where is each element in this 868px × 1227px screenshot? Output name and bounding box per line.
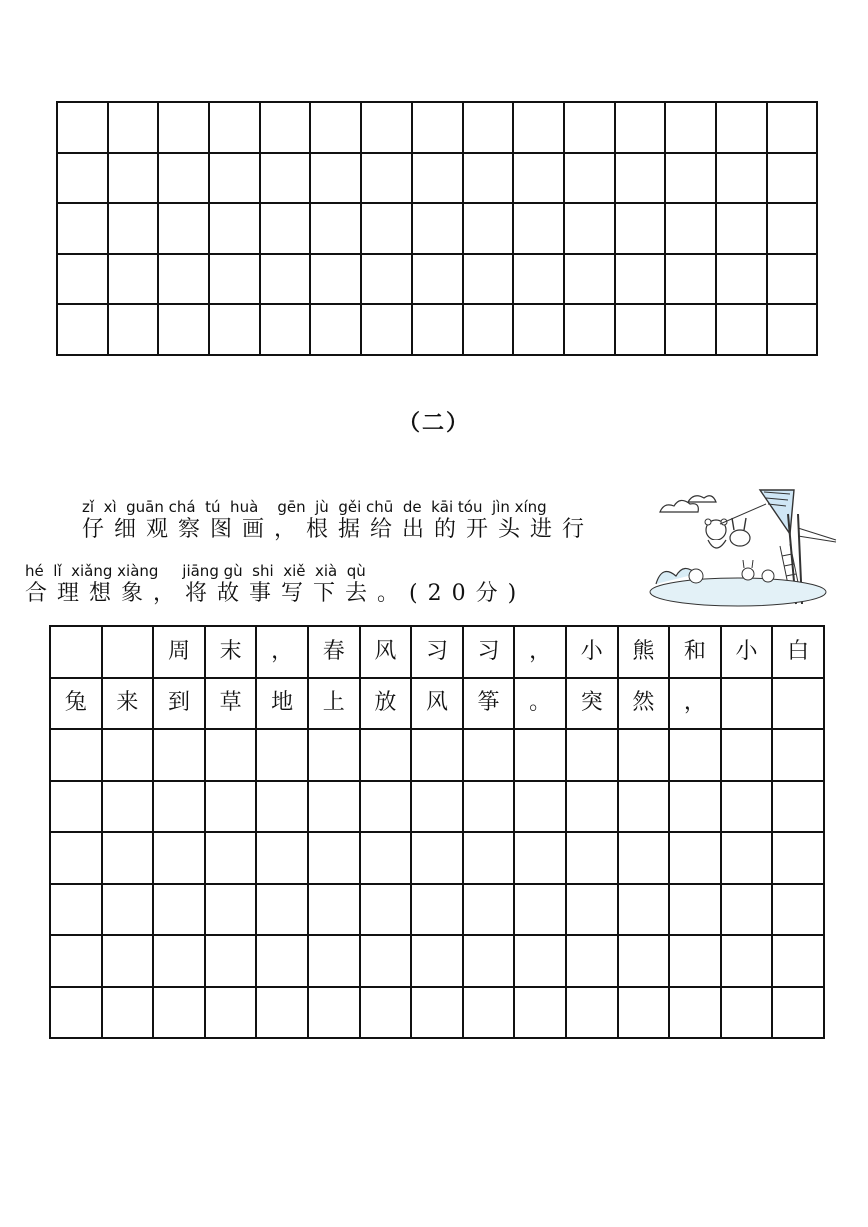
story-grid-cell[interactable] [463,781,515,833]
grid-cell[interactable] [615,102,666,153]
story-grid-cell[interactable] [205,884,257,936]
grid-cell[interactable] [361,203,412,254]
grid-cell[interactable] [158,153,209,204]
grid-row [57,203,817,254]
story-grid-cell[interactable] [360,935,412,987]
grid-cell[interactable] [412,102,463,153]
grid-cell[interactable] [209,153,260,204]
story-grid-cell[interactable] [772,729,824,781]
story-grid-cell[interactable]: 到 [153,678,205,730]
story-grid-cell[interactable] [721,678,773,730]
grid-cell[interactable] [463,304,514,355]
story-grid-cell[interactable]: 白 [772,626,824,678]
story-grid-cell[interactable] [514,781,566,833]
grid-cell[interactable] [57,102,108,153]
grid-cell[interactable] [767,304,818,355]
grid-cell[interactable] [513,102,564,153]
story-grid-cell[interactable] [772,935,824,987]
story-grid-cell[interactable] [721,832,773,884]
grid-cell[interactable] [57,203,108,254]
story-writing-grid [49,625,825,1039]
story-grid-cell[interactable] [256,729,308,781]
story-grid-cell[interactable]: 地 [256,678,308,730]
story-grid-cell[interactable] [669,781,721,833]
story-grid-cell[interactable] [50,781,102,833]
story-grid-cell[interactable] [205,781,257,833]
grid-cell[interactable] [108,304,159,355]
grid-cell[interactable] [158,102,209,153]
story-grid-cell[interactable]: 周 [153,626,205,678]
grid-cell[interactable] [665,254,716,305]
grid-cell[interactable] [463,254,514,305]
grid-cell[interactable] [513,203,564,254]
story-grid-cell[interactable]: 和 [669,626,721,678]
grid-cell[interactable] [665,203,716,254]
story-grid-cell[interactable] [669,729,721,781]
grid-cell[interactable] [361,102,412,153]
grid-cell[interactable] [767,203,818,254]
story-grid-row [50,626,824,678]
grid-cell[interactable] [716,304,767,355]
grid-cell[interactable] [310,304,361,355]
grid-cell[interactable] [412,304,463,355]
grid-cell[interactable] [158,304,209,355]
story-grid-cell[interactable] [153,781,205,833]
story-grid-row [50,884,824,936]
story-grid-cell[interactable] [256,781,308,833]
grid-row [57,153,817,204]
story-grid-cell[interactable] [205,935,257,987]
story-grid-cell[interactable] [102,884,154,936]
story-grid-cell[interactable]: 突 [566,678,618,730]
story-grid-cell[interactable] [153,935,205,987]
grid-cell[interactable] [767,102,818,153]
story-grid-cell[interactable] [669,935,721,987]
grid-cell[interactable] [209,304,260,355]
grid-cell[interactable] [310,254,361,305]
story-grid-cell[interactable] [463,987,515,1039]
story-grid-cell[interactable] [566,729,618,781]
story-grid-cell[interactable] [463,935,515,987]
grid-cell[interactable] [767,153,818,204]
grid-cell[interactable] [158,254,209,305]
story-grid-cell[interactable] [618,781,670,833]
story-grid-cell[interactable]: 小 [566,626,618,678]
story-grid-cell[interactable] [360,884,412,936]
story-grid-cell[interactable] [618,729,670,781]
grid-cell[interactable] [564,153,615,204]
grid-cell[interactable] [513,304,564,355]
story-grid-cell[interactable]: 然 [618,678,670,730]
grid-cell[interactable] [260,153,311,204]
grid-row [57,254,817,305]
story-grid-cell[interactable] [721,729,773,781]
story-grid-cell[interactable]: 习 [463,626,515,678]
grid-cell[interactable] [564,102,615,153]
story-grid-cell[interactable] [153,884,205,936]
story-grid-cell[interactable] [514,935,566,987]
story-grid-cell[interactable] [463,884,515,936]
story-grid-cell[interactable] [618,935,670,987]
kite-bear-rabbit-illustration [648,484,838,608]
story-grid-cell[interactable] [50,987,102,1039]
story-grid-cell[interactable]: 。 [514,678,566,730]
grid-cell[interactable] [361,153,412,204]
grid-cell[interactable] [615,304,666,355]
story-grid-cell[interactable] [721,781,773,833]
story-grid-cell[interactable] [772,987,824,1039]
grid-cell[interactable] [310,102,361,153]
story-grid-cell[interactable] [411,781,463,833]
story-grid-cell[interactable] [772,781,824,833]
grid-cell[interactable] [158,203,209,254]
writing-grid-top [56,101,818,356]
story-grid-cell[interactable] [618,884,670,936]
prompt-line-2-text: 合理想象，将故事写下去。(20分) [25,581,527,606]
story-grid-cell[interactable] [411,935,463,987]
story-grid-cell[interactable] [669,884,721,936]
grid-cell[interactable] [463,153,514,204]
grid-cell[interactable] [716,203,767,254]
grid-cell[interactable] [108,203,159,254]
grid-cell[interactable] [260,304,311,355]
grid-row [57,102,817,153]
section-title: （二） [397,411,470,436]
story-grid-row [50,678,824,730]
story-grid-row [50,781,824,833]
grid-cell[interactable] [716,254,767,305]
grid-cell[interactable] [209,254,260,305]
story-grid-cell[interactable] [772,678,824,730]
story-grid-cell[interactable] [463,832,515,884]
grid-cell[interactable] [615,203,666,254]
story-grid-cell[interactable] [205,729,257,781]
story-grid-cell[interactable] [514,832,566,884]
grid-cell[interactable] [361,254,412,305]
story-grid-cell[interactable] [308,987,360,1039]
story-grid-cell[interactable] [360,832,412,884]
story-grid-cell[interactable] [153,987,205,1039]
story-grid-cell[interactable] [102,729,154,781]
story-grid-row [50,987,824,1039]
story-grid-cell[interactable] [205,832,257,884]
grid-cell[interactable] [209,102,260,153]
prompt-line-2-pinyin: hé lǐ xiǎng xiàng jiāng gù shi xiě xià qù [25,562,366,580]
story-grid-cell[interactable]: 草 [205,678,257,730]
story-grid-cell[interactable]: 小 [721,626,773,678]
grid-cell[interactable] [209,203,260,254]
story-grid-cell[interactable] [102,987,154,1039]
grid-cell[interactable] [564,203,615,254]
story-grid-row [50,832,824,884]
story-grid-cell[interactable] [50,832,102,884]
story-grid-cell[interactable]: 来 [102,678,154,730]
story-grid-cell[interactable] [411,987,463,1039]
story-grid-cell[interactable] [153,729,205,781]
grid-cell[interactable] [57,254,108,305]
prompt-line-1-pinyin: zǐ xì guān chá tú huà gēn jù gěi chū de kāi tóu jìn xíng [82,498,547,516]
grid-cell[interactable] [665,102,716,153]
grid-cell[interactable] [564,254,615,305]
story-grid-cell[interactable] [50,729,102,781]
grid-cell[interactable] [108,254,159,305]
story-grid-cell[interactable] [566,832,618,884]
story-grid-cell[interactable] [566,987,618,1039]
grid-cell[interactable] [57,304,108,355]
story-grid-cell[interactable]: 放 [360,678,412,730]
story-grid-cell[interactable] [50,884,102,936]
grid-cell[interactable] [615,153,666,204]
story-grid-cell[interactable] [102,626,154,678]
grid-row [57,304,817,355]
story-grid-cell[interactable] [308,729,360,781]
story-grid-cell[interactable] [256,935,308,987]
story-grid-cell[interactable]: 春 [308,626,360,678]
story-grid-cell[interactable] [514,884,566,936]
story-grid-cell[interactable] [721,884,773,936]
grid-cell[interactable] [767,254,818,305]
story-grid-cell[interactable] [308,832,360,884]
grid-cell[interactable] [108,102,159,153]
prompt-line-1-text: 仔细观察图画，根据给出的开头进行 [82,517,595,542]
story-grid-cell[interactable] [102,935,154,987]
story-grid-cell[interactable] [50,935,102,987]
story-grid-cell[interactable]: ， [514,626,566,678]
grid-cell[interactable] [412,254,463,305]
story-grid-cell[interactable]: ， [669,678,721,730]
story-grid-cell[interactable] [256,884,308,936]
story-grid-cell[interactable]: 风 [360,626,412,678]
prompt-line-1 [82,500,594,541]
grid-cell[interactable] [108,153,159,204]
grid-cell[interactable] [260,254,311,305]
story-grid-cell[interactable]: 兔 [50,678,102,730]
grid-cell[interactable] [513,254,564,305]
story-grid-row [50,935,824,987]
story-grid-cell[interactable]: 风 [411,678,463,730]
prompt-line-2 [25,564,526,605]
story-grid-cell[interactable]: ， [256,626,308,678]
grid-cell[interactable] [665,304,716,355]
story-grid-cell[interactable]: 习 [411,626,463,678]
story-grid-cell[interactable] [514,987,566,1039]
grid-cell[interactable] [463,203,514,254]
grid-cell[interactable] [361,304,412,355]
story-grid-cell[interactable] [308,935,360,987]
grid-cell[interactable] [665,153,716,204]
grid-cell[interactable] [513,153,564,204]
story-grid-cell[interactable]: 筝 [463,678,515,730]
story-grid-cell[interactable] [205,987,257,1039]
story-grid-cell[interactable] [411,832,463,884]
grid-cell[interactable] [716,102,767,153]
story-grid-cell[interactable] [618,832,670,884]
story-grid-cell[interactable] [256,987,308,1039]
grid-cell[interactable] [260,102,311,153]
story-grid-cell[interactable]: 熊 [618,626,670,678]
story-grid-cell[interactable] [102,781,154,833]
grid-cell[interactable] [310,153,361,204]
story-grid-cell[interactable] [411,729,463,781]
grid-cell[interactable] [57,153,108,204]
grid-cell[interactable] [310,203,361,254]
grid-cell[interactable] [260,203,311,254]
story-grid-cell[interactable] [308,884,360,936]
story-grid-cell[interactable] [566,884,618,936]
story-grid-cell[interactable] [669,987,721,1039]
story-grid-cell[interactable] [514,729,566,781]
story-grid-cell[interactable] [618,987,670,1039]
story-grid-cell[interactable] [50,626,102,678]
story-grid-cell[interactable] [256,832,308,884]
story-grid-cell[interactable] [772,884,824,936]
story-grid-cell[interactable]: 上 [308,678,360,730]
story-grid-cell[interactable] [411,884,463,936]
grid-cell[interactable] [463,102,514,153]
story-grid-cell[interactable] [772,832,824,884]
story-grid-cell[interactable] [463,729,515,781]
story-grid-row [50,729,824,781]
grid-cell[interactable] [716,153,767,204]
story-grid-cell[interactable] [308,781,360,833]
story-grid-cell[interactable]: 末 [205,626,257,678]
story-grid-cell[interactable] [360,781,412,833]
story-grid-cell[interactable] [566,935,618,987]
story-grid-cell[interactable] [566,781,618,833]
grid-cell[interactable] [615,254,666,305]
story-grid-cell[interactable] [669,832,721,884]
story-grid-cell[interactable] [721,935,773,987]
story-grid-cell[interactable] [721,987,773,1039]
grid-cell[interactable] [412,203,463,254]
grid-cell[interactable] [412,153,463,204]
story-grid-cell[interactable] [360,987,412,1039]
story-grid-cell[interactable] [360,729,412,781]
story-grid-cell[interactable] [153,832,205,884]
grid-cell[interactable] [564,304,615,355]
story-grid-cell[interactable] [102,832,154,884]
